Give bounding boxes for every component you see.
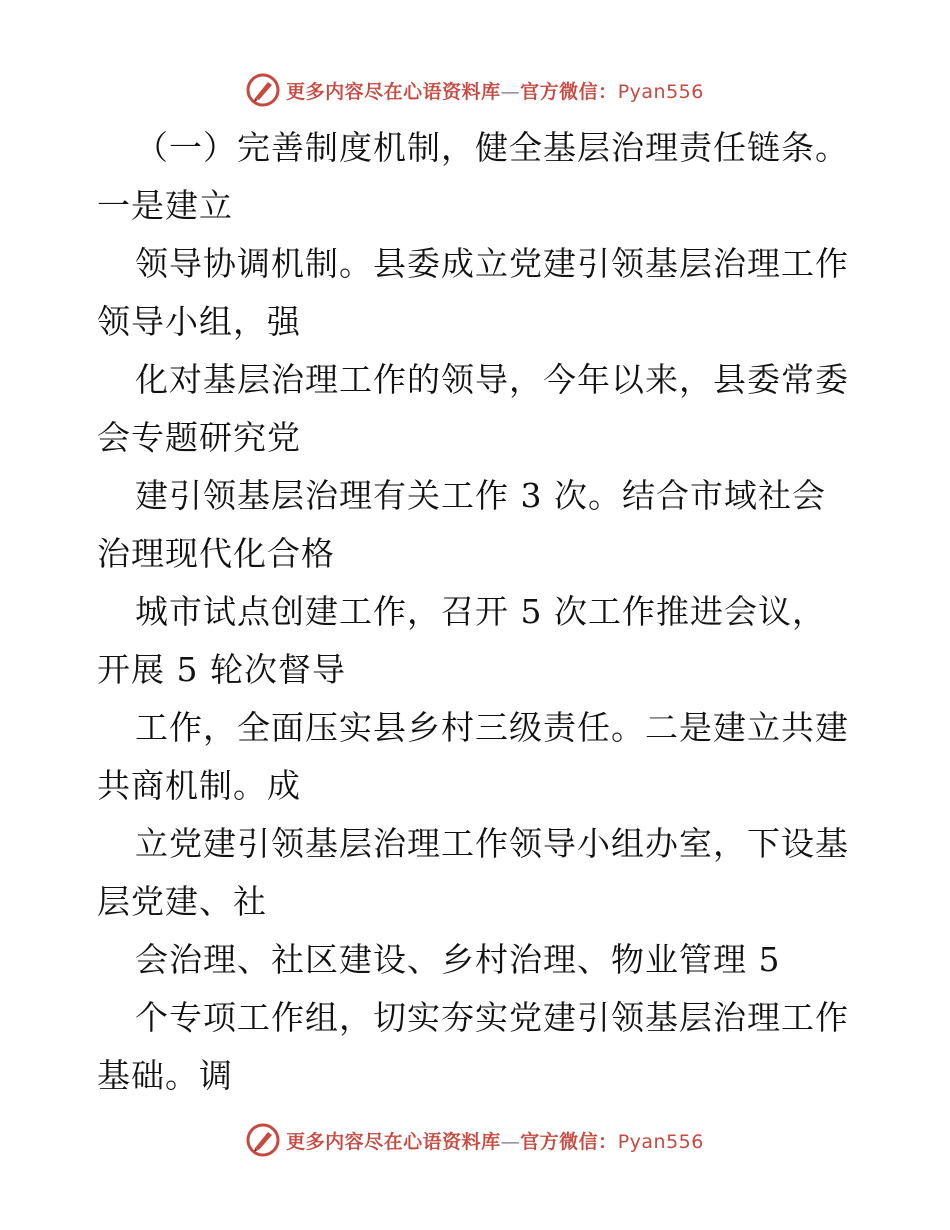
text-line: 基础。调	[97, 1056, 233, 1095]
text-line: 领导协调机制。县委成立党建引领基层治理工作	[135, 244, 849, 283]
watermark-separator: —	[500, 1130, 521, 1153]
text-line: 城市试点创建工作，召开 5 次工作推进会议，	[135, 592, 826, 631]
text-line: 共商机制。成	[97, 766, 301, 805]
watermark-site-text: 更多内容尽在心语资料库	[286, 1130, 501, 1153]
text-line: 会专题研究党	[97, 418, 301, 457]
text-line: 开展 5 轮次督导	[97, 650, 346, 689]
text-line: （一）完善制度机制，健全基层治理责任链条。	[135, 128, 849, 167]
text-line: 一是建立	[97, 186, 233, 225]
watermark-wechat-label: 官方微信：	[520, 80, 618, 103]
watermark-wechat-id: Pyan556	[617, 1130, 704, 1153]
text-line: 个专项工作组，切实夯实党建引领基层治理工作	[135, 998, 849, 1037]
text-line: 建引领基层治理有关工作 3 次。结合市域社会	[135, 476, 826, 515]
text-line: 会治理、社区建设、乡村治理、物业管理 5	[135, 940, 781, 979]
watermark-site-text: 更多内容尽在心语资料库	[286, 80, 501, 103]
footer-watermark	[0, 1120, 950, 1160]
quill-pen-logo-icon	[246, 73, 280, 107]
watermark-wechat-id: Pyan556	[617, 80, 704, 103]
watermark-wechat-label: 官方微信：	[520, 1130, 618, 1153]
text-line: 工作，全面压实县乡村三级责任。二是建立共建	[135, 708, 849, 747]
text-line: 化对基层治理工作的领导，今年以来，县委常委	[135, 360, 849, 399]
watermark-separator: —	[500, 80, 521, 103]
text-line: 立党建引领基层治理工作领导小组办室，下设基	[135, 824, 849, 863]
text-line: 层党建、社	[97, 882, 267, 921]
quill-pen-logo-icon	[246, 1123, 280, 1157]
text-line: 领导小组，强	[97, 302, 301, 341]
header-watermark	[0, 70, 950, 110]
text-line: 治理现代化合格	[97, 534, 335, 573]
